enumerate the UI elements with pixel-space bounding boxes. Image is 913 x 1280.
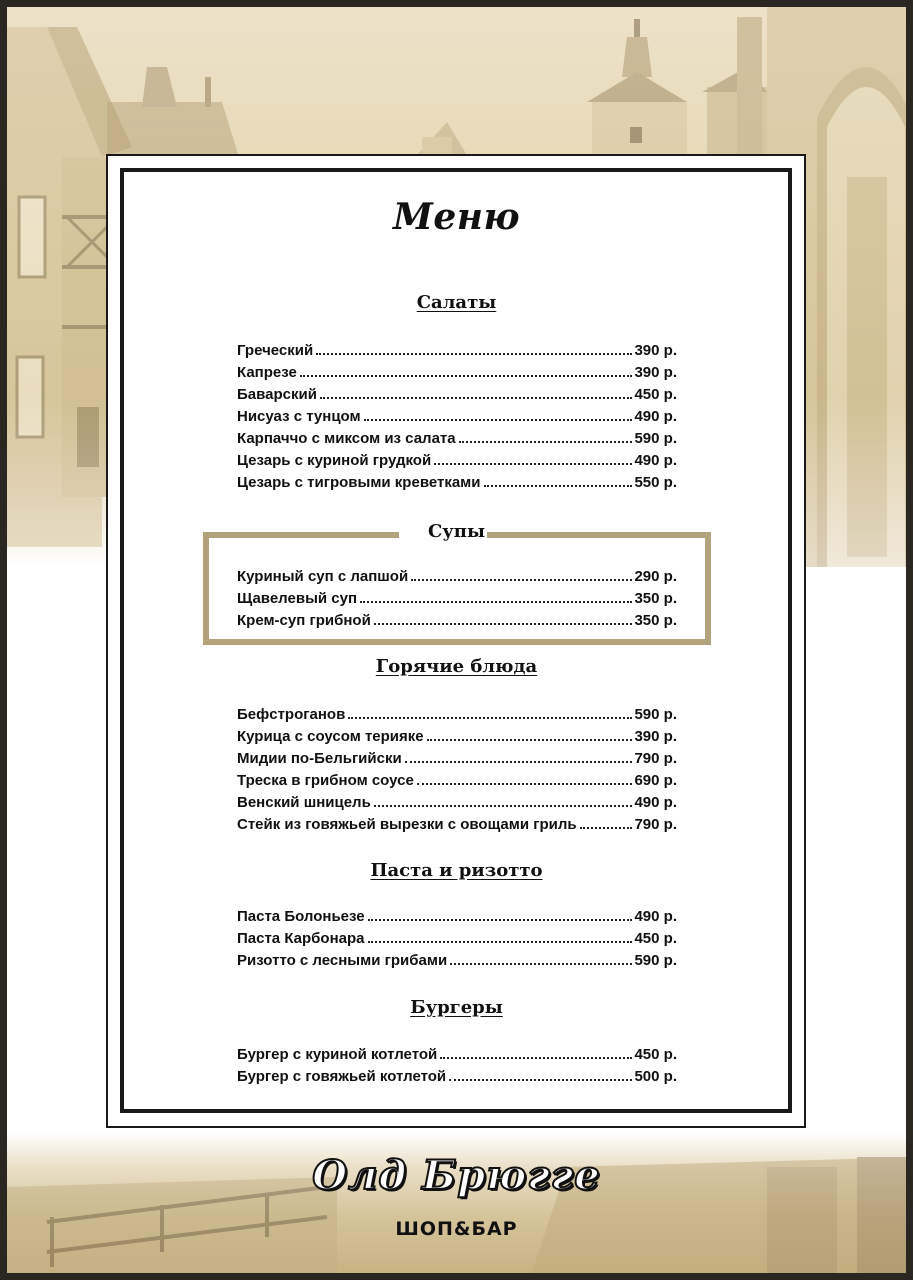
item-price: 690 р. [634,772,677,789]
leader-dots [368,941,633,943]
item-name: Треска в грибном соусе [237,772,414,789]
item-name: Капрезе [237,364,297,381]
item-price: 390 р. [634,364,677,381]
leader-dots [434,463,632,465]
leader-dots [449,1079,632,1081]
section-heading-burgers: Бургеры [410,997,503,1018]
leader-dots [411,579,632,581]
item-name: Крем-суп грибной [237,612,371,629]
hot-dishes-list [237,704,677,836]
item-price: 450 р. [634,1046,677,1063]
item-name: Паста Карбонара [237,930,365,947]
item-name: Куриный суп с лапшой [237,568,409,585]
item-name: Курица с соусом терияке [237,728,424,745]
section-heading-salads: Салаты [416,292,497,313]
item-price: 790 р. [634,816,677,833]
leader-dots [427,739,633,741]
menu-item [237,1066,677,1088]
item-name: Бургер с куриной котлетой [237,1046,438,1063]
item-price: 550 р. [634,474,677,491]
section-heading-soups: Супы [427,521,486,542]
brand-logo: Олд Брюгге [312,1152,601,1199]
salads-list [237,340,677,494]
menu-item [237,428,677,450]
leader-dots [417,783,633,785]
leader-dots [450,963,632,965]
leader-dots [459,441,633,443]
roof-left [107,67,242,167]
menu-item [237,406,677,428]
leader-dots [364,419,633,421]
item-price: 500 р. [634,1068,677,1085]
menu-item [237,566,677,588]
item-name: Ризотто с лесными грибами [237,952,448,969]
menu-item [237,928,677,950]
item-price: 290 р. [634,568,677,585]
item-name: Нисуаз с тунцом [237,408,361,425]
leader-dots [368,919,633,921]
item-price: 450 р. [634,930,677,947]
item-price: 350 р. [634,590,677,607]
item-name: Венский шницель [237,794,371,811]
item-price: 490 р. [634,452,677,469]
leader-dots [360,601,632,603]
item-price: 790 р. [634,750,677,767]
menu-item [237,472,677,494]
menu-item [237,950,677,972]
item-name: Цезарь с тигровыми креветками [237,474,481,491]
leader-dots [316,353,632,355]
item-name: Паста Болоньезе [237,908,365,925]
section-heading-hot-dishes: Горячие блюда [375,656,538,677]
menu-item [237,792,677,814]
menu-item [237,704,677,726]
menu-item [237,610,677,632]
leader-dots [440,1057,632,1059]
menu-title: Меню [392,196,521,238]
menu-item [237,588,677,610]
pasta-list [237,906,677,972]
menu-item [237,1044,677,1066]
item-price: 590 р. [634,706,677,723]
brand-subtitle: ШОП&БАР [395,1218,518,1240]
menu-item [237,340,677,362]
item-price: 350 р. [634,612,677,629]
leader-dots [320,397,633,399]
item-name: Цезарь с куриной грудкой [237,452,432,469]
item-price: 390 р. [634,728,677,745]
item-price: 590 р. [634,430,677,447]
item-name: Стейк из говяжьей вырезки с овощами гриль [237,816,577,833]
leader-dots [348,717,632,719]
leader-dots [484,485,633,487]
leader-dots [405,761,633,763]
item-name: Греческий [237,342,314,359]
item-price: 490 р. [634,794,677,811]
clock-tower [587,19,687,172]
menu-item [237,770,677,792]
leader-dots [300,375,633,377]
item-name: Бефстроганов [237,706,346,723]
menu-item [237,906,677,928]
item-price: 450 р. [634,386,677,403]
item-name: Бургер с говяжьей котлетой [237,1068,447,1085]
item-price: 390 р. [634,342,677,359]
leader-dots [374,805,633,807]
item-price: 590 р. [634,952,677,969]
section-heading-pasta: Паста и ризотто [370,860,543,881]
menu-item [237,748,677,770]
item-name: Щавелевый суп [237,590,358,607]
soups-list [237,566,677,632]
menu-item [237,814,677,836]
burgers-list [237,1044,677,1088]
menu-item [237,362,677,384]
leader-dots [374,623,633,625]
item-name: Мидии по-Бельгийски [237,750,402,767]
menu-item [237,726,677,748]
item-price: 490 р. [634,908,677,925]
leader-dots [580,827,633,829]
item-name: Баварский [237,386,317,403]
menu-item [237,384,677,406]
menu-item [237,450,677,472]
item-price: 490 р. [634,408,677,425]
item-name: Карпаччо с миксом из салата [237,430,456,447]
